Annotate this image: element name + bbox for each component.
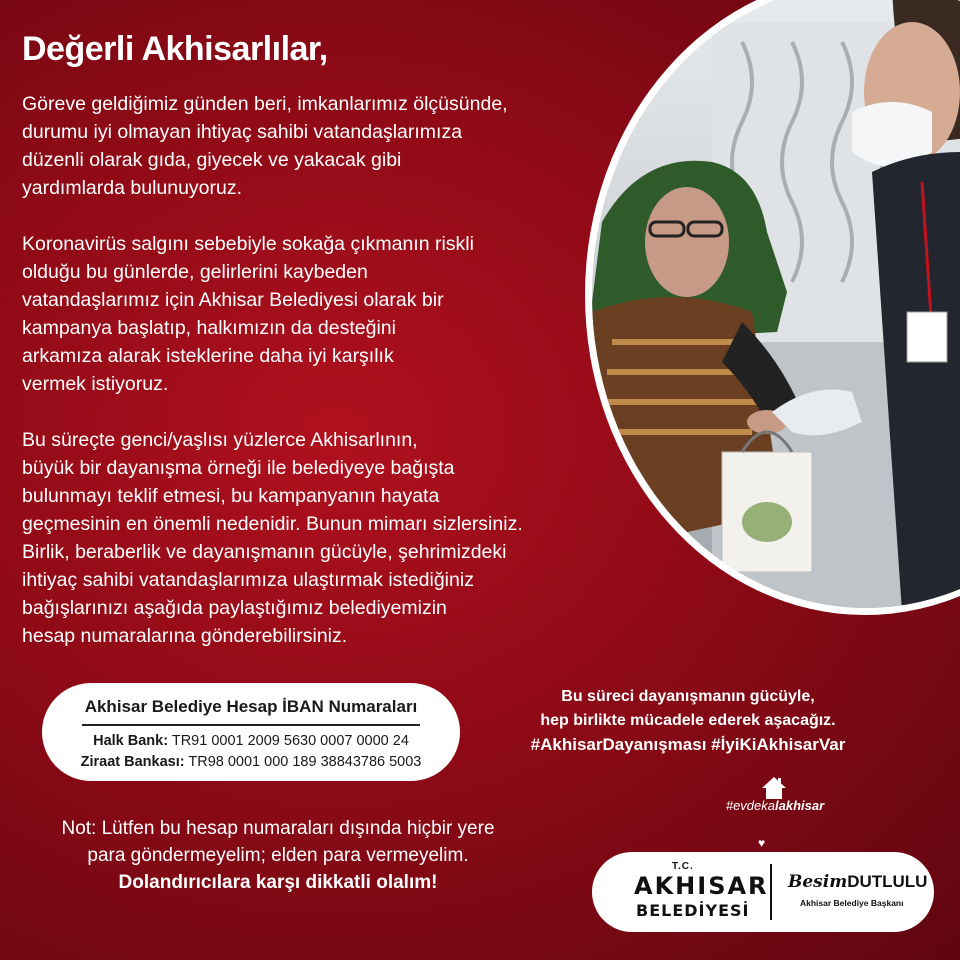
- text-line: bağışlarınızı aşağıda paylaştığımız belediyemizin: [22, 597, 447, 619]
- text-line: hesap numaralarına gönderebilirsiniz.: [22, 625, 348, 647]
- text-line: büyük bir dayanışma örneği ile belediyeye bağışta: [22, 457, 455, 479]
- hashtags: #AkhisarDayanışması #İyiKiAkhisarVar: [530, 735, 846, 754]
- paragraph-donations: [22, 426, 602, 650]
- woman-face: [645, 187, 729, 297]
- bank-name: Ziraat Bankası:: [80, 754, 185, 770]
- photo-illustration: [592, 0, 960, 608]
- id-badge: [907, 312, 947, 362]
- logo-tc: T.C.: [672, 861, 694, 872]
- text-line: düzenli olarak gıda, giyecek ve yakacak gibi: [22, 149, 402, 171]
- mayor-name: BesimDUTLULU: [788, 872, 928, 892]
- text-line: Birlik, beraberlik ve dayanışmanın gücüyle, şehrimizdeki: [22, 541, 507, 563]
- text-line: geçmesinin en önemli nedenidir. Bunun mimarı sizlersiniz.: [22, 513, 523, 535]
- text-line: olduğu bu günlerde, gelirlerini kaybeden: [22, 261, 368, 283]
- note-line: para göndermeyelim; elden para vermeyelim.: [87, 845, 469, 866]
- slogan-line: Bu süreci dayanışmanın gücüyle,: [561, 688, 815, 705]
- iban-box: [42, 683, 460, 781]
- text-line: Göreve geldiğimiz günden beri, imkanlarımız ölçüsünde,: [22, 93, 508, 115]
- iban-row-halkbank: [42, 733, 460, 749]
- municipality-logo-box: [592, 852, 934, 932]
- fraud-warning: Dolandırıcılara karşı dikkatli olalım!: [118, 872, 438, 893]
- page-title: Değerli Akhisarlılar,: [22, 30, 328, 68]
- mayor-title: Akhisar Belediye Başkanı: [800, 898, 904, 908]
- text-line: Koronavirüs salgını sebebiyle sokağa çıkmanın riskli: [22, 233, 474, 255]
- bank-name: Halk Bank:: [93, 733, 169, 749]
- note-line: Not: Lütfen bu hesap numaraları dışında hiçbir yere: [61, 818, 495, 839]
- slogan-line: hep birlikte mücadele ederek aşacağız.: [540, 712, 836, 729]
- text-line: arkamıza alarak isteklerine daha iyi karşılık: [22, 345, 394, 367]
- text-line: yardımlarda bulunuyoruz.: [22, 177, 243, 199]
- warning-note: [18, 815, 538, 896]
- text-line: durumu iyi olmayan ihtiyaç sahibi vatandaşlarımıza: [22, 121, 463, 143]
- text-line: vermek istiyoruz.: [22, 373, 169, 395]
- text-line: kampanya başlatıp, halkımızın da desteğini: [22, 317, 396, 339]
- text-line: ihtiyaç sahibi vatandaşlarımıza ulaştırmak istediğiniz: [22, 569, 474, 591]
- iban-title: Akhisar Belediye Hesap İBAN Numaraları: [84, 697, 418, 716]
- paragraph-campaign: [22, 230, 602, 398]
- paragraph-intro: [22, 90, 602, 202]
- text-line: Bu süreçte genci/yaşlısı yüzlerce Akhisarlının,: [22, 429, 418, 451]
- text-line: vatandaşlarımız için Akhisar Belediyesi olarak bir: [22, 289, 444, 311]
- iban-row-ziraat: [42, 754, 460, 770]
- divider: [770, 864, 772, 920]
- slogan: [488, 685, 888, 757]
- logo-name: AKHISAR: [634, 872, 769, 900]
- photo-elderly-woman-receiving-aid: [592, 0, 960, 608]
- iban-number: TR98 0001 000 189 38843786 5003: [188, 754, 422, 770]
- heart-icon: ♥: [758, 836, 766, 850]
- divider: [82, 724, 420, 726]
- campaign-hashtag: #evdekalakhisar: [725, 798, 825, 813]
- iban-number: TR91 0001 2009 5630 0007 0000 24: [171, 733, 409, 749]
- logo-sub: BELEDİYESİ: [636, 901, 750, 920]
- text-line: bulunmayı teklif etmesi, bu kampanyanın hayata: [22, 485, 440, 507]
